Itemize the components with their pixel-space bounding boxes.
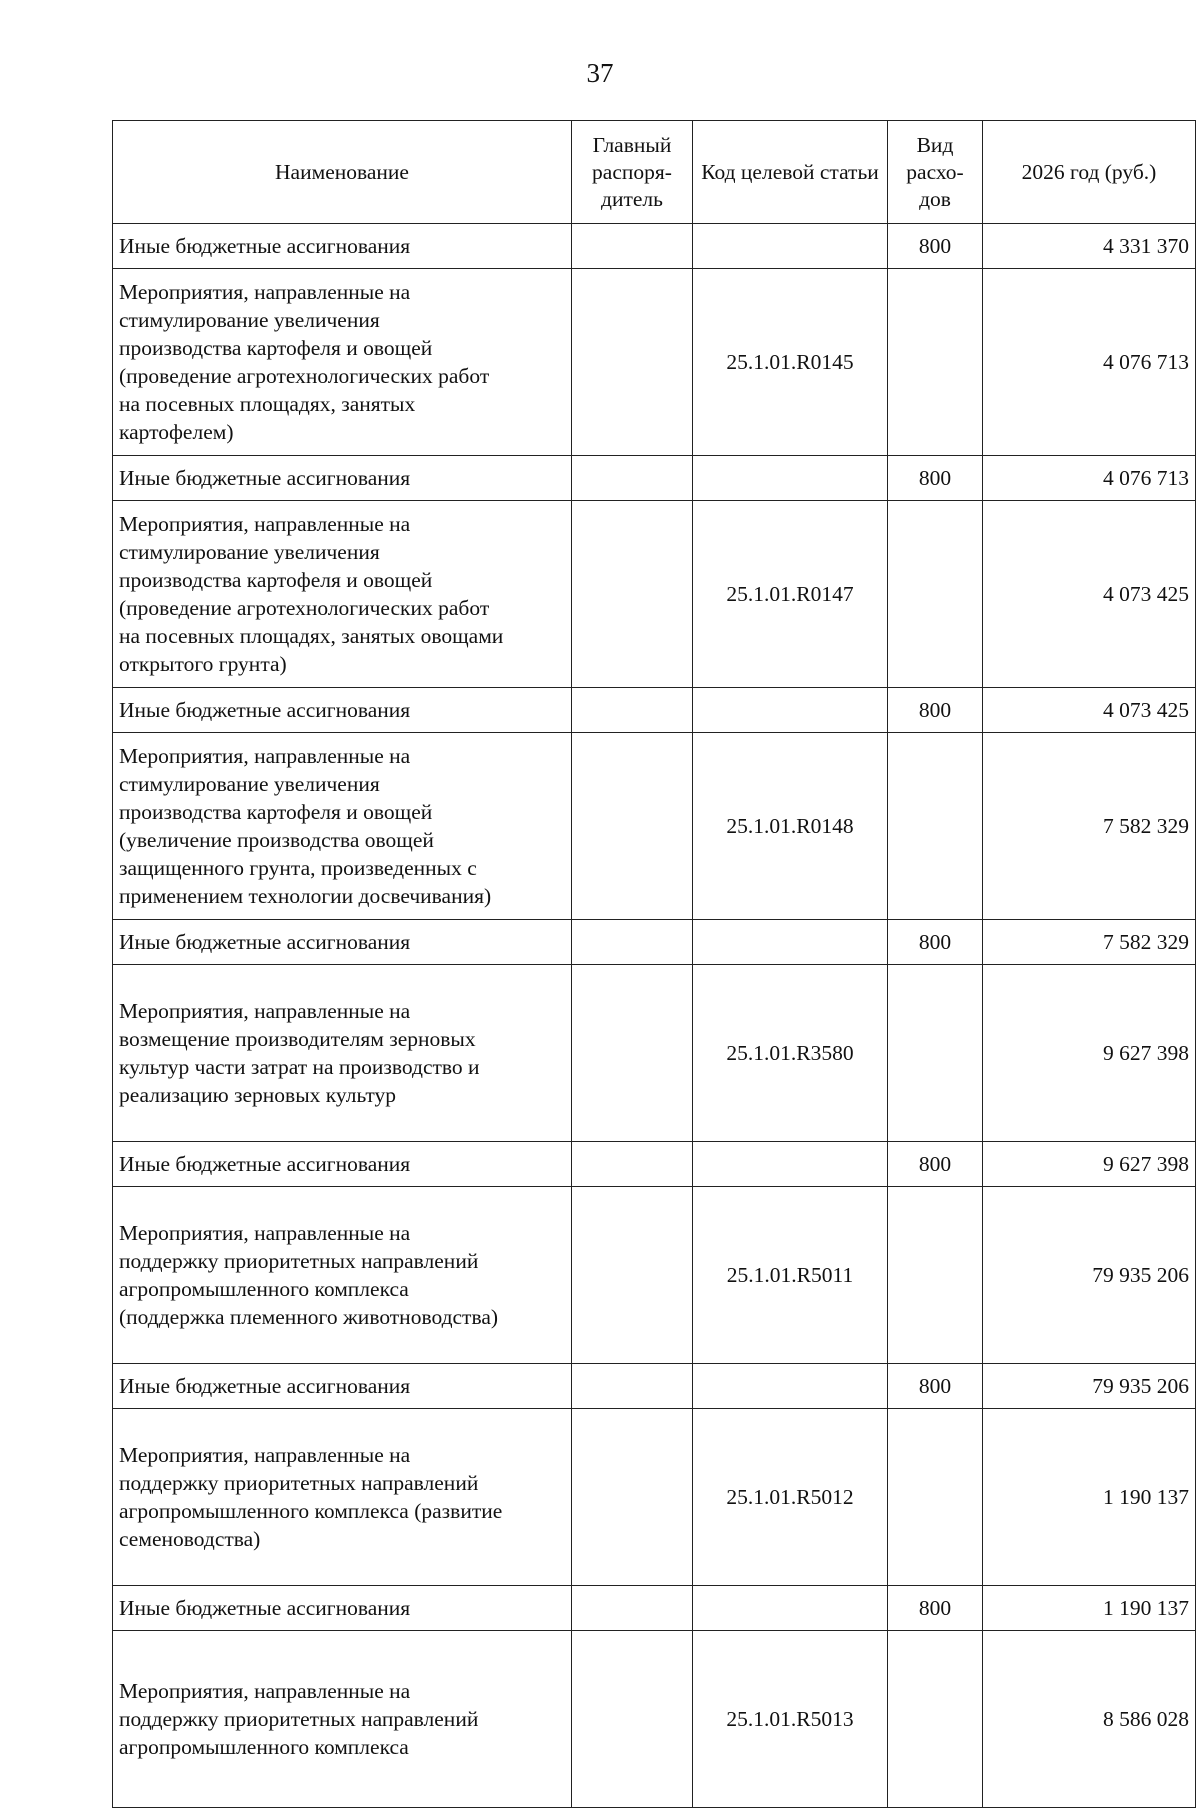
cell-amount: 7 582 329	[983, 733, 1196, 920]
cell-admin	[572, 1187, 693, 1364]
cell-name-line: на посевных площадях, занятых овощами	[119, 624, 504, 648]
cell-name-line: Мероприятия, направленные на	[119, 744, 411, 768]
cell-name-line: реализацию зерновых культур	[119, 1083, 397, 1107]
table-row-allocation	[113, 1142, 1196, 1187]
cell-name-line: Мероприятия, направленные на	[119, 1221, 411, 1245]
cell-code	[693, 1586, 888, 1631]
table-row-program	[113, 269, 1196, 456]
cell-type	[888, 733, 983, 920]
cell-amount: 8 586 028	[983, 1631, 1196, 1808]
header-type: Вид расхо- дов	[888, 121, 983, 224]
table-row-program	[113, 501, 1196, 688]
cell-amount: 1 190 137	[983, 1586, 1196, 1631]
cell-name-line: Иные бюджетные ассигнования	[119, 1374, 411, 1398]
header-code: Код целевой статьи	[693, 121, 888, 224]
cell-name-line: Иные бюджетные ассигнования	[119, 234, 411, 258]
cell-type: 800	[888, 456, 983, 501]
cell-name	[113, 224, 572, 269]
cell-name-line: стимулирование увеличения	[119, 540, 380, 564]
cell-name	[113, 1364, 572, 1409]
cell-amount: 1 190 137	[983, 1409, 1196, 1586]
cell-admin	[572, 1142, 693, 1187]
cell-type	[888, 965, 983, 1142]
table-row-program	[113, 1187, 1196, 1364]
cell-code: 25.1.01.R5012	[693, 1409, 888, 1586]
cell-name-line: культур части затрат на производство и	[119, 1055, 480, 1079]
cell-name-line: производства картофеля и овощей	[119, 800, 433, 824]
cell-code: 25.1.01.R5011	[693, 1187, 888, 1364]
cell-name	[113, 1409, 572, 1586]
cell-name-line: агропромышленного комплекса (развитие	[119, 1499, 503, 1523]
cell-admin	[572, 456, 693, 501]
cell-type	[888, 1409, 983, 1586]
cell-name-line: Иные бюджетные ассигнования	[119, 466, 411, 490]
cell-name-line: производства картофеля и овощей	[119, 336, 433, 360]
cell-name-line: применением технологии досвечивания)	[119, 884, 492, 908]
cell-name	[113, 920, 572, 965]
cell-type: 800	[888, 1142, 983, 1187]
table-row-allocation	[113, 1364, 1196, 1409]
cell-name-line: защищенного грунта, произведенных с	[119, 856, 477, 880]
cell-code	[693, 688, 888, 733]
cell-admin	[572, 224, 693, 269]
cell-name	[113, 965, 572, 1142]
cell-admin	[572, 688, 693, 733]
cell-name-line: агропромышленного комплекса	[119, 1735, 409, 1759]
cell-name-line: поддержку приоритетных направлений	[119, 1249, 479, 1273]
cell-admin	[572, 501, 693, 688]
cell-name-line: стимулирование увеличения	[119, 308, 380, 332]
cell-type: 800	[888, 920, 983, 965]
cell-name-line: Мероприятия, направленные на	[119, 1443, 411, 1467]
cell-amount: 4 073 425	[983, 501, 1196, 688]
table-row-allocation	[113, 920, 1196, 965]
budget-table	[112, 120, 1196, 1808]
cell-admin	[572, 1631, 693, 1808]
cell-admin	[572, 1586, 693, 1631]
table-row-allocation	[113, 688, 1196, 733]
cell-amount: 7 582 329	[983, 920, 1196, 965]
table-row-allocation	[113, 1586, 1196, 1631]
cell-amount: 9 627 398	[983, 1142, 1196, 1187]
cell-type	[888, 1631, 983, 1808]
cell-code: 25.1.01.R0147	[693, 501, 888, 688]
table-row-program	[113, 1631, 1196, 1808]
cell-name-line: (проведение агротехнологических работ	[119, 596, 490, 620]
cell-code: 25.1.01.R0148	[693, 733, 888, 920]
cell-type: 800	[888, 1586, 983, 1631]
cell-type: 800	[888, 688, 983, 733]
cell-name-line: Иные бюджетные ассигнования	[119, 930, 411, 954]
table-header-row	[113, 121, 1196, 224]
cell-name-line: поддержку приоритетных направлений	[119, 1471, 479, 1495]
cell-admin	[572, 269, 693, 456]
cell-name-line: Мероприятия, направленные на	[119, 512, 411, 536]
cell-admin	[572, 1409, 693, 1586]
cell-name-line: производства картофеля и овощей	[119, 568, 433, 592]
table-row-program	[113, 733, 1196, 920]
cell-name	[113, 501, 572, 688]
cell-name	[113, 1142, 572, 1187]
cell-type	[888, 1187, 983, 1364]
cell-name	[113, 269, 572, 456]
cell-name-line: Иные бюджетные ассигнования	[119, 698, 411, 722]
cell-code	[693, 1364, 888, 1409]
cell-name	[113, 688, 572, 733]
cell-admin	[572, 920, 693, 965]
cell-name-line: возмещение производителям зерновых	[119, 1027, 476, 1051]
cell-name-line: картофелем)	[119, 420, 234, 444]
cell-amount: 79 935 206	[983, 1187, 1196, 1364]
cell-name	[113, 733, 572, 920]
header-name: Наименование	[113, 121, 572, 224]
table-row-program	[113, 1409, 1196, 1586]
cell-code: 25.1.01.R0145	[693, 269, 888, 456]
cell-code	[693, 1142, 888, 1187]
cell-name-line: Иные бюджетные ассигнования	[119, 1596, 411, 1620]
cell-admin	[572, 965, 693, 1142]
cell-type	[888, 501, 983, 688]
table-row-allocation	[113, 224, 1196, 269]
cell-name-line: Мероприятия, направленные на	[119, 280, 411, 304]
cell-name-line: стимулирование увеличения	[119, 772, 380, 796]
page-number: 37	[586, 58, 614, 88]
table-row-allocation	[113, 456, 1196, 501]
cell-type: 800	[888, 224, 983, 269]
cell-name-line: Мероприятия, направленные на	[119, 999, 411, 1023]
cell-admin	[572, 1364, 693, 1409]
cell-code: 25.1.01.R5013	[693, 1631, 888, 1808]
cell-amount: 9 627 398	[983, 965, 1196, 1142]
cell-name-line: агропромышленного комплекса	[119, 1277, 409, 1301]
header-amount: 2026 год (руб.)	[983, 121, 1196, 224]
cell-amount: 4 076 713	[983, 269, 1196, 456]
cell-name	[113, 456, 572, 501]
cell-code	[693, 920, 888, 965]
cell-name-line: (поддержка племенного животноводства)	[119, 1305, 499, 1329]
cell-name-line: семеноводства)	[119, 1527, 261, 1551]
cell-amount: 79 935 206	[983, 1364, 1196, 1409]
cell-type	[888, 269, 983, 456]
cell-name	[113, 1631, 572, 1808]
table-body	[113, 224, 1196, 1808]
cell-name-line: поддержку приоритетных направлений	[119, 1707, 479, 1731]
cell-type: 800	[888, 1364, 983, 1409]
cell-name-line: на посевных площадях, занятых	[119, 392, 416, 416]
cell-name-line: (проведение агротехнологических работ	[119, 364, 490, 388]
table-row-program	[113, 965, 1196, 1142]
cell-code: 25.1.01.R3580	[693, 965, 888, 1142]
cell-name-line: (увеличение производства овощей	[119, 828, 434, 852]
cell-name	[113, 1586, 572, 1631]
cell-name-line: Мероприятия, направленные на	[119, 1679, 411, 1703]
cell-code	[693, 456, 888, 501]
cell-amount: 4 076 713	[983, 456, 1196, 501]
cell-name-line: Иные бюджетные ассигнования	[119, 1152, 411, 1176]
cell-admin	[572, 733, 693, 920]
cell-name	[113, 1187, 572, 1364]
cell-amount: 4 331 370	[983, 224, 1196, 269]
cell-amount: 4 073 425	[983, 688, 1196, 733]
header-admin: Главный распоря- дитель	[572, 121, 693, 224]
cell-code	[693, 224, 888, 269]
cell-name-line: открытого грунта)	[119, 652, 287, 676]
